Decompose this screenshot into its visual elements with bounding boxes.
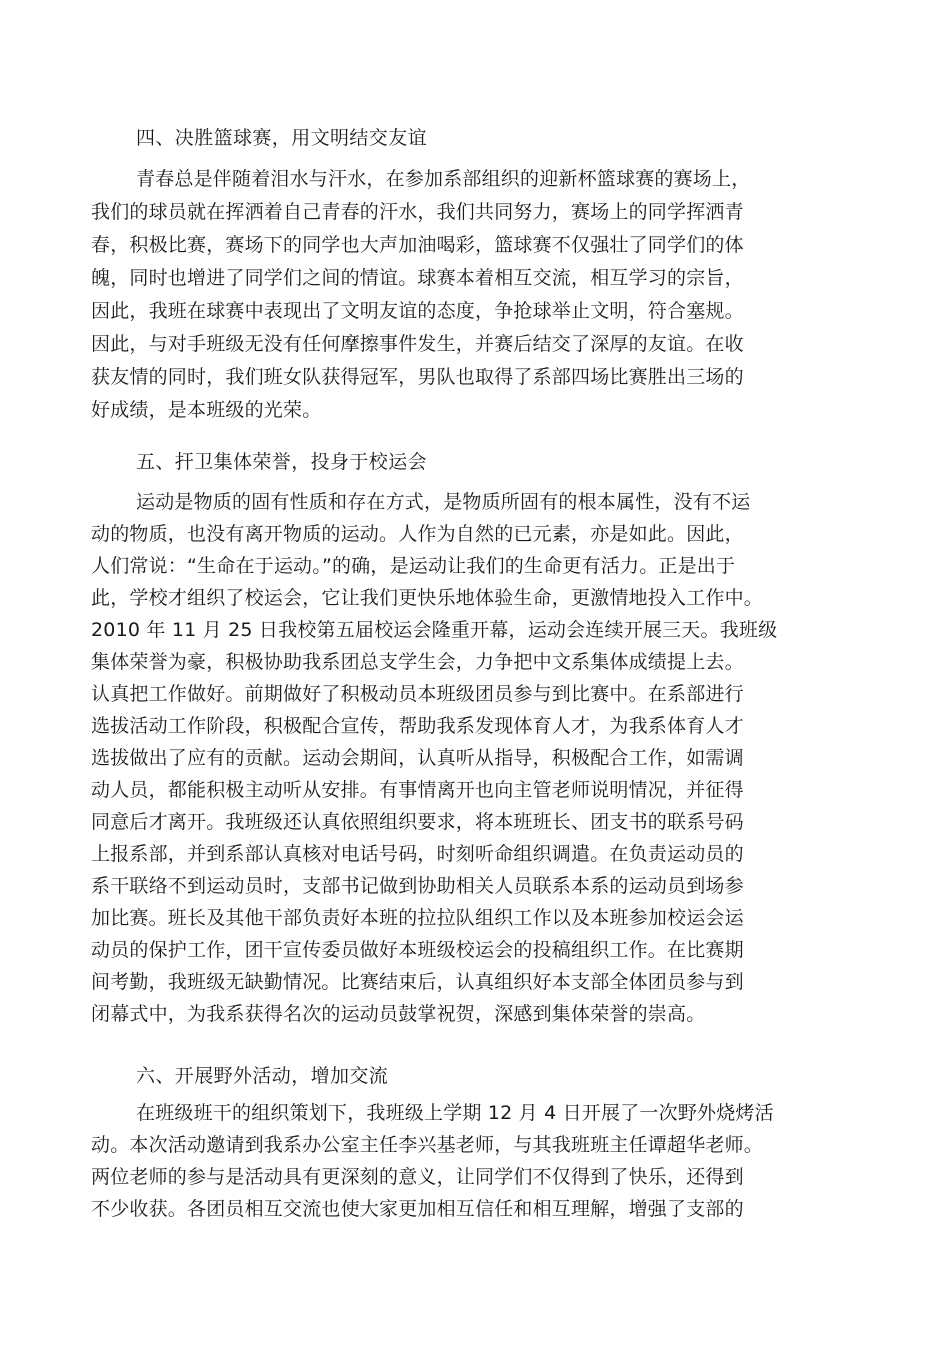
paragraph-line: 在班级班干的组织策划下，我班级上学期 12 月 4 日开展了一次野外烧烤活 — [136, 1102, 774, 1124]
paragraph-line: 因此，与对手班级无没有任何摩擦事件发生，并赛后结交了深厚的友谊。在收 — [91, 333, 744, 355]
paragraph-line: 获友情的同时，我们班女队获得冠军，男队也取得了系部四场比赛胜出三场的 — [91, 366, 744, 388]
paragraph-line: 好成绩，是本班级的光荣。 — [91, 399, 322, 421]
paragraph-line: 认真把工作做好。前期做好了积极动员本班级团员参与到比赛中。在系部进行 — [91, 683, 744, 705]
paragraph-line: 选拔活动工作阶段，积极配合宣传，帮助我系发现体育人才，为我系体育人才 — [91, 715, 744, 737]
paragraph-line: 间考勤，我班级无缺勤情况。比赛结束后，认真组织好本支部全体团员参与到 — [91, 971, 744, 993]
paragraph-line: 此，学校才组织了校运会，它让我们更快乐地体验生命，更激情地投入工作中。 — [91, 587, 764, 609]
paragraph-line: 青春总是伴随着泪水与汗水，在参加系部组织的迎新杯篮球赛的赛场上， — [136, 168, 751, 190]
paragraph-line: 魄，同时也增进了同学们之间的情谊。球赛本着相互交流，相互学习的宗旨， — [91, 267, 744, 289]
section-heading: 四、决胜篮球赛，用文明结交友谊 — [136, 127, 428, 149]
paragraph-line: 两位老师的参与是活动具有更深刻的意义，让同学们不仅得到了快乐，还得到 — [91, 1166, 744, 1188]
section-heading: 五、扞卫集体荣誉，投身于校运会 — [136, 451, 428, 473]
paragraph-line: 集体荣誉为豪，积极协助我系团总支学生会，力争把中文系集体成绩提上去。 — [91, 651, 744, 673]
paragraph-line: 上报系部，并到系部认真核对电话号码，时刻听命组织调遣。在负责运动员的 — [91, 843, 744, 865]
paragraph-line: 动。本次活动邀请到我系办公室主任李兴基老师，与其我班班主任谭超华老师。 — [91, 1134, 764, 1156]
paragraph-line: 选拔做出了应有的贡献。运动会期间，认真听从指导，积极配合工作，如需调 — [91, 747, 744, 769]
paragraph-line: 动人员，都能积极主动听从安排。有事情离开也向主管老师说明情况，并征得 — [91, 779, 744, 801]
section-heading: 六、开展野外活动，增加交流 — [136, 1065, 389, 1087]
paragraph-line: 2010 年 11 月 25 日我校第五届校运会隆重开幕，运动会连续开展三天。我班级 — [91, 619, 778, 641]
paragraph-line: 不少收获。各团员相互交流也使大家更加相互信任和相互理解，增强了支部的 — [91, 1198, 744, 1220]
paragraph-line: 动员的保护工作，团干宣传委员做好本班级校运会的投稿组织工作。在比赛期 — [91, 939, 744, 961]
paragraph-line: 同意后才离开。我班级还认真依照组织要求，将本班班长、团支书的联系号码 — [91, 811, 744, 833]
paragraph-line: 运动是物质的固有性质和存在方式，是物质所固有的根本属性，没有不运 — [136, 491, 751, 513]
paragraph-line: 系干联络不到运动员时，支部书记做到协助相关人员联系本系的运动员到场参 — [91, 875, 744, 897]
paragraph-line: 春，积极比赛，赛场下的同学也大声加油喝彩，篮球赛不仅强壮了同学们的体 — [91, 234, 744, 256]
paragraph-line: 加比赛。班长及其他干部负责好本班的拉拉队组织工作以及本班参加校运会运 — [91, 907, 744, 929]
paragraph-line: 人们常说：“生命在于运动。”的确，是运动让我们的生命更有活力。正是出于 — [91, 555, 736, 577]
paragraph-line: 闭幕式中，为我系获得名次的运动员鼓掌祝贺，深感到集体荣誉的崇高。 — [91, 1003, 706, 1025]
paragraph-line: 因此，我班在球赛中表现出了文明友谊的态度，争抢球举止文明，符合塞规。 — [91, 300, 744, 322]
paragraph-line: 我们的球员就在挥洒着自己青春的汗水，我们共同努力，赛场上的同学挥洒青 — [91, 201, 744, 223]
paragraph-line: 动的物质，也没有离开物质的运动。人作为自然的已元素，亦是如此。因此， — [91, 523, 744, 545]
